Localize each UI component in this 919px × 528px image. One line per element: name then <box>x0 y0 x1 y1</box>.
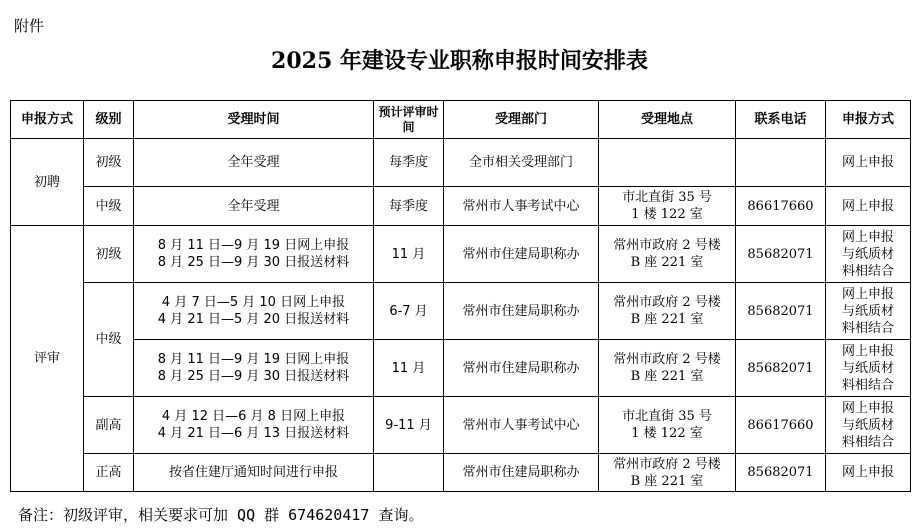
level-cell: 副高 <box>84 397 134 454</box>
header-cell: 预计评审时间 <box>374 101 444 139</box>
time-cell: 4 月 7 日—5 月 10 日网上申报 4 月 21 日—5 月 20 日报送材料 <box>134 283 374 340</box>
schedule-table <box>10 100 911 492</box>
table-row <box>11 226 911 283</box>
header-cell: 联系电话 <box>736 101 826 139</box>
table-row <box>11 283 911 340</box>
review-cell: 6-7 月 <box>374 283 444 340</box>
header-cell: 申报方式 <box>826 101 911 139</box>
footnote: 备注：初级评审，相关要求可加 QQ 群 674620417 查询。 <box>18 506 424 524</box>
level-cell: 初级 <box>84 226 134 283</box>
level-cell: 初级 <box>84 139 134 187</box>
mode-cell: 网上申报 与纸质材 料相结合 <box>826 283 911 340</box>
dept-cell: 常州市住建局职称办 <box>444 340 599 397</box>
phone-cell: 86617660 <box>736 187 826 226</box>
mode-cell: 网上申报 与纸质材 料相结合 <box>826 226 911 283</box>
review-cell: 每季度 <box>374 139 444 187</box>
time-cell: 8 月 11 日—9 月 19 日网上申报 8 月 25 日—9 月 30 日报送材料 <box>134 340 374 397</box>
header-cell: 受理时间 <box>134 101 374 139</box>
table-row <box>11 139 911 187</box>
table-row <box>11 397 911 454</box>
dept-cell: 常州市人事考试中心 <box>444 397 599 454</box>
mode-cell: 网上申报 <box>826 139 911 187</box>
mode-cell: 网上申报 <box>826 454 911 492</box>
level-cell: 中级 <box>84 283 134 397</box>
review-cell: 11 月 <box>374 226 444 283</box>
header-cell: 级别 <box>84 101 134 139</box>
phone-cell: 85682071 <box>736 340 826 397</box>
table-row <box>11 187 911 226</box>
place-cell: 市北直街 35 号 1 楼 122 室 <box>599 187 736 226</box>
place-cell: 常州市政府 2 号楼 B 座 221 室 <box>599 226 736 283</box>
table-row <box>11 340 911 397</box>
level-cell: 中级 <box>84 187 134 226</box>
dept-cell: 全市相关受理部门 <box>444 139 599 187</box>
attachment-label: 附件 <box>14 17 45 35</box>
dept-cell: 常州市住建局职称办 <box>444 454 599 492</box>
mode-cell: 网上申报 与纸质材 料相结合 <box>826 397 911 454</box>
time-cell: 全年受理 <box>134 139 374 187</box>
mode-cell: 网上申报 与纸质材 料相结合 <box>826 340 911 397</box>
review-cell: 9-11 月 <box>374 397 444 454</box>
page-title: 2025 年建设专业职称申报时间安排表 <box>271 48 648 74</box>
place-cell: 常州市政府 2 号楼 B 座 221 室 <box>599 283 736 340</box>
phone-cell: 85682071 <box>736 283 826 340</box>
group-cell: 评审 <box>11 226 84 492</box>
time-cell: 按省住建厅通知时间进行申报 <box>134 454 374 492</box>
dept-cell: 常州市住建局职称办 <box>444 226 599 283</box>
place-cell: 市北直街 35 号 1 楼 122 室 <box>599 397 736 454</box>
dept-cell: 常州市住建局职称办 <box>444 283 599 340</box>
review-cell: 11 月 <box>374 340 444 397</box>
time-cell: 4 月 12 日—6 月 8 日网上申报 4 月 21 日—6 月 13 日报送材料 <box>134 397 374 454</box>
group-cell: 初聘 <box>11 139 84 226</box>
header-cell: 申报方式 <box>11 101 84 139</box>
mode-cell: 网上申报 <box>826 187 911 226</box>
header-cell: 受理部门 <box>444 101 599 139</box>
table-row <box>11 454 911 492</box>
dept-cell: 常州市人事考试中心 <box>444 187 599 226</box>
place-cell: 常州市政府 2 号楼 B 座 221 室 <box>599 454 736 492</box>
time-cell: 全年受理 <box>134 187 374 226</box>
place-cell: 常州市政府 2 号楼 B 座 221 室 <box>599 340 736 397</box>
phone-cell: 86617660 <box>736 397 826 454</box>
header-cell: 受理地点 <box>599 101 736 139</box>
header-row <box>11 101 911 139</box>
phone-cell: 85682071 <box>736 226 826 283</box>
place-cell <box>599 139 736 187</box>
level-cell: 正高 <box>84 454 134 492</box>
review-cell <box>374 454 444 492</box>
review-cell: 每季度 <box>374 187 444 226</box>
phone-cell: 85682071 <box>736 454 826 492</box>
time-cell: 8 月 11 日—9 月 19 日网上申报 8 月 25 日—9 月 30 日报送材料 <box>134 226 374 283</box>
phone-cell <box>736 139 826 187</box>
